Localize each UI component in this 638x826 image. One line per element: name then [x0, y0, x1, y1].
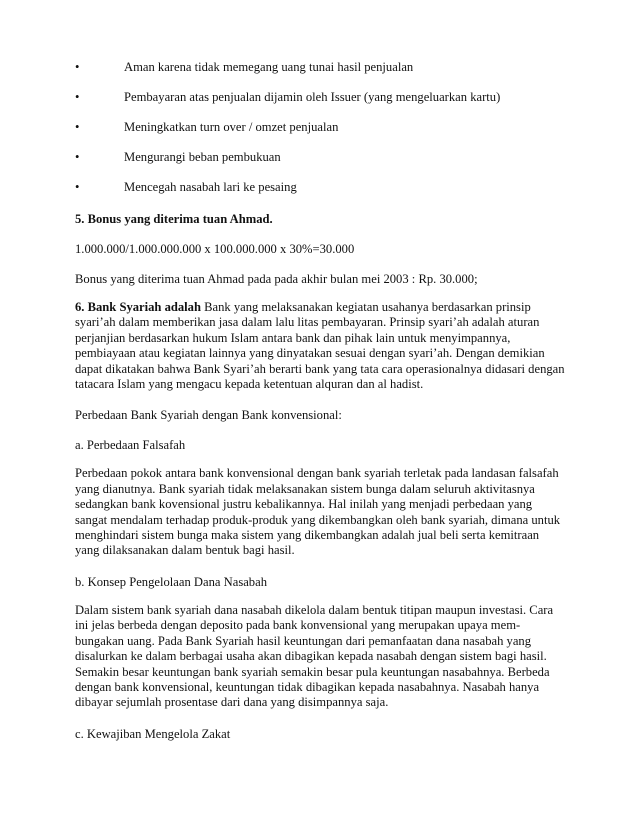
list-item	[75, 90, 575, 108]
section5-formula: 1.000.000/1.000.000.000 x 100.000.000 x 30%=30.000	[75, 242, 355, 256]
paragraph-line: Dalam sistem bank syariah dana nasabah dikelola dalam bentuk titipan maupun investasi. Cara	[75, 602, 554, 617]
sub-c-heading: c. Kewajiban Mengelola Zakat	[75, 726, 231, 741]
list-item	[75, 120, 575, 138]
sub-a-heading: a. Perbedaan Falsafah	[75, 438, 186, 453]
paragraph-line: bungakan uang. Pada Bank Syariah hasil keuntungan dari pemanfaatan dana nasabah yang	[75, 633, 532, 648]
sub-b-heading: b. Konsep Pengelolaan Dana Nasabah	[75, 574, 267, 589]
bullet-dot: •	[75, 90, 80, 104]
paragraph-line: perjanjian berdasarkan hukum Islam antara bank dan pihak lain untuk menyimpannya,	[75, 330, 511, 345]
sub-b-paragraph	[75, 603, 575, 711]
paragraph-line: Semakin besar keuntungan bank syariah semakin besar pula keuntungan nasabahnya. Berbeda	[75, 664, 550, 679]
section6-paragraph	[75, 300, 575, 392]
paragraph-line: sangat mendalam terhadap produk-produk yang dikembangkan oleh bank syariah, dimana untuk	[75, 512, 561, 527]
paragraph-line: dibayar sejumlah prosentase dari dana yang disimpannya saja.	[75, 695, 389, 710]
list-item	[75, 60, 575, 78]
list-item	[75, 180, 575, 198]
section5-result: Bonus yang diterima tuan Ahmad pada pada akhir bulan mei 2003 : Rp. 30.000;	[75, 272, 478, 286]
bullet-text: Meningkatkan turn over / omzet penjualan	[124, 120, 339, 134]
bullet-text: Mencegah nasabah lari ke pesaing	[124, 180, 297, 194]
document-page	[75, 60, 575, 755]
paragraph-line: syari’ah dalam memberikan jasa dalam lalu litas pembayaran. Prinsip syari’ah adalah aturan	[75, 315, 540, 330]
paragraph-line	[75, 300, 575, 315]
section5-heading: 5. Bonus yang diterima tuan Ahmad.	[75, 212, 273, 226]
sub-a-paragraph	[75, 466, 575, 558]
paragraph-line: Perbedaan pokok antara bank konvensional dengan bank syariah terletak pada landasan falsafah	[75, 466, 559, 481]
paragraph-line: sedangkan bank kovensional justru kebalikannya. Hal inilah yang menjadi perbedaan yang	[75, 497, 533, 512]
bullet-text: Pembayaran atas penjualan dijamin oleh Issuer (yang mengeluarkan kartu)	[124, 90, 501, 104]
bullet-dot: •	[75, 120, 80, 134]
bullet-list	[75, 60, 575, 198]
paragraph-line: pembiayaan atau kegiatan lainnya yang dinyatakan sesuai dengan syari’ah. Dengan demikian	[75, 346, 545, 361]
paragraph-line: tatacara Islam yang mengacu kepada ketentuan alquran dan al hadist.	[75, 377, 424, 392]
list-item	[75, 150, 575, 168]
paragraph-line: ini jelas berbeda dengan deposito pada bank konvensional yang merupakan upaya mem-	[75, 618, 521, 633]
section6-heading: 6. Bank Syariah adalah	[75, 300, 201, 314]
paragraph-line: yang dianutnya. Bank syariah tidak melaksanakan sistem bunga dalam seluruh aktivitasnya	[75, 481, 535, 496]
paragraph-line: menghindari sistem bunga maka sistem yang dikembangkan adalah jual beli serta kemitraan	[75, 528, 540, 543]
perbedaan-title: Perbedaan Bank Syariah dengan Bank konvensional:	[75, 408, 342, 423]
bullet-dot: •	[75, 60, 80, 74]
bullet-dot: •	[75, 180, 80, 194]
paragraph-line: yang dilaksanakan dalam bentuk bagi hasil.	[75, 543, 295, 558]
paragraph-line-text: Bank yang melaksanakan kegiatan usahanya berdasarkan prinsip	[200, 300, 531, 314]
paragraph-line: dapat dikatakan bahwa Bank Syari’ah berarti bank yang tata cara operasionalnya didasari dengan	[75, 361, 565, 376]
paragraph-line: dengan bank konvensional, keuntungan tidak dibagikan kepada nasabahnya. Nasabah hanya	[75, 679, 540, 694]
bullet-text: Mengurangi beban pembukuan	[124, 150, 281, 164]
bullet-text: Aman karena tidak memegang uang tunai hasil penjualan	[124, 60, 414, 74]
bullet-dot: •	[75, 150, 80, 164]
paragraph-line: disalurkan ke dalam berbagai usaha akan dibagikan kepada nasabah dengan sistem bagi hasil.	[75, 649, 547, 664]
